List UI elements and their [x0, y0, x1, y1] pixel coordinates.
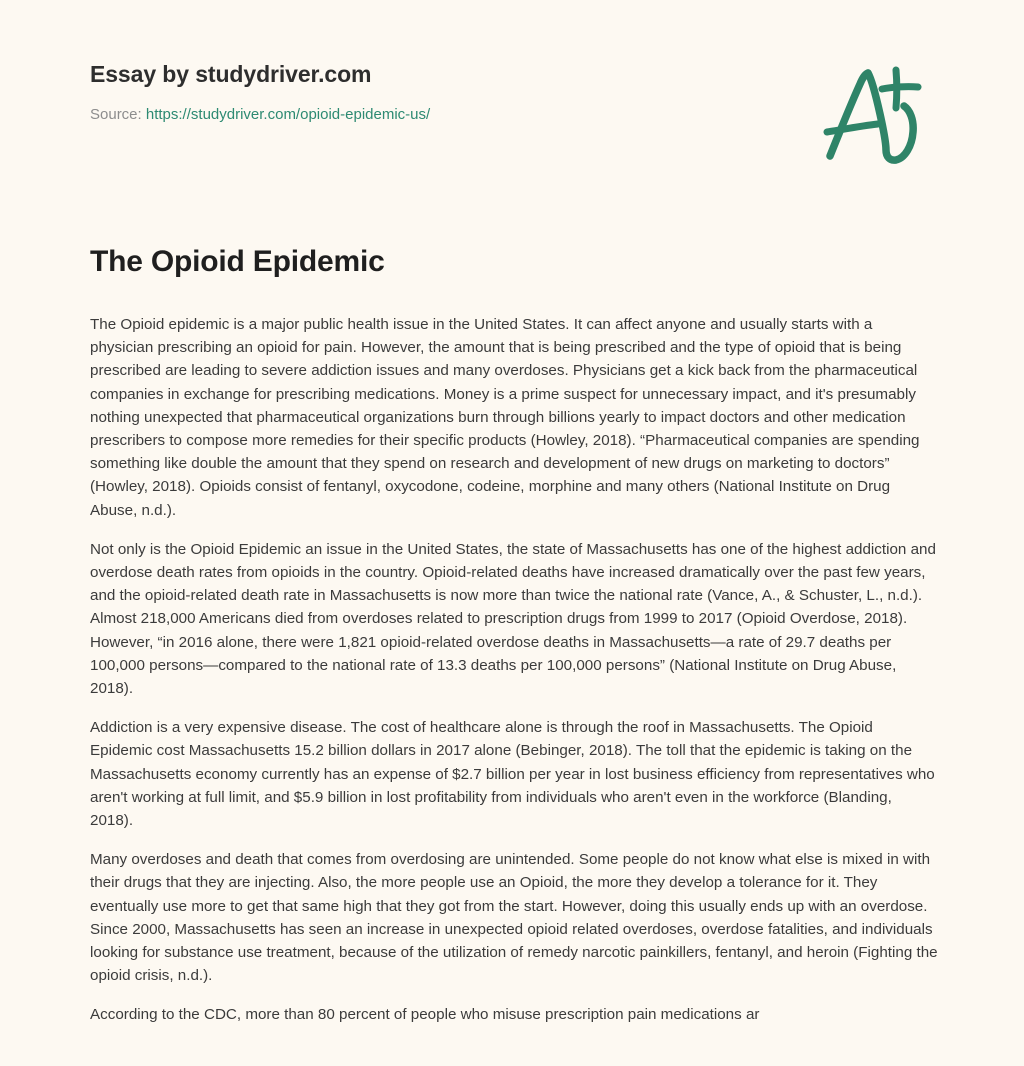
source-label: Source: — [90, 106, 142, 123]
source-url-link[interactable]: https://studydriver.com/opioid-epidemic-us/ — [145, 106, 431, 123]
document-body — [90, 313, 938, 1066]
body-paragraph: According to the CDC, more than 80 percent of people who misuse prescription pain medications ar — [90, 1006, 760, 1024]
a-plus-logo-icon — [812, 62, 927, 172]
body-paragraph: The Opioid epidemic is a major public health issue in the United States. It can affect anyone and usually starts with a physician prescribing an opioid for pain. However, the amount that is being prescribed and the type of opioid that is being prescribed are leading to severe addiction issues and many overdoses. Physicians get a kick back from the pharmaceutical companies in exchange for prescribing medications. Money is a prime suspect for unnecessary impact, and it's presumably nothing unexpected that pharmaceutical organizations burn through billions yearly to impact doctors and other medication prescribers to compose more remedies for their specific products (Howley, 2018). “Pharmaceutical companies are spending something like double the amount that they spend on research and development of new drugs on marketing to doctors” (Howley, 2018). Opioids consist of fentanyl, oxycodone, codeine, morphine and many others (National Institute on Drug Abuse, n.d.). — [90, 316, 920, 519]
source-line — [90, 105, 935, 125]
a-plus-logo — [812, 62, 927, 172]
body-paragraph: Not only is the Opioid Epidemic an issue in the United States, the state of Massachusetts has one of the highest addiction and overdose death rates from opioids in the country. Opioid-related deaths have increased dramatically over the past few years, and the opioid-related death rate in Massachusetts is now more than twice the national rate (Vance, A., & Schuster, L., n.d.). Almost 218,000 Americans died from overdoses related to prescription drugs from 1999 to 2017 (Opioid Overdose, 2018). However, “in 2016 alone, there were 1,821 opioid-related overdose deaths in Massachusetts—a rate of 29.7 deaths per 100,000 persons—compared to the national rate of 13.3 deaths per 100,000 persons” (National Institute on Drug Abuse, 2018). — [90, 540, 936, 698]
page-title: The Opioid Epidemic — [90, 245, 385, 278]
brand-title: Essay by studydriver.com — [90, 61, 372, 87]
document-header — [90, 60, 935, 170]
body-paragraph: Addiction is a very expensive disease. The cost of healthcare alone is through the roof in Massachusetts. The Opioid Epidemic cost Massachusetts 15.2 billion dollars in 2017 alone (Bebinger, 2018). The toll that the epidemic is taking on the Massachusetts economy currently has an expense of $2.7 billion per year in lost business efficiency from representatives who aren't working at full limit, and $5.9 billion in lost profitability from individuals who aren't even in the workforce (Blanding, 2018). — [90, 719, 935, 830]
body-paragraph: Many overdoses and death that comes from overdosing are unintended. Some people do not know what else is mixed in with their drugs that they are injecting. Also, the more people use an Opioid, the more they develop a tolerance for it. They eventually use more to get that same high that they got from the start. However, doing this usually ends up with an overdose. Since 2000, Massachusetts has seen an increase in unexpected opioid related overdoses, overdose fatalities, and individuals looking for substance use treatment, because of the utilization of remedy narcotic painkillers, fentanyl, and heroin (Fighting the opioid crisis, n.d.). — [90, 851, 938, 985]
